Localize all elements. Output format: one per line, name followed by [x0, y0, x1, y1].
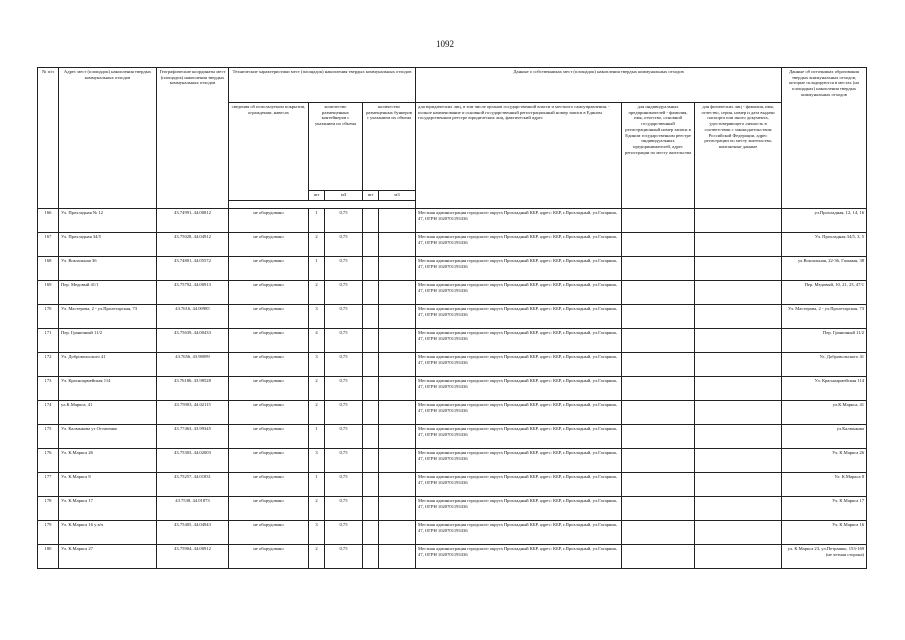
row-address: Ул. К.Маркса 26	[59, 449, 157, 473]
row-coords: 43.75303, 44.02003	[157, 449, 229, 473]
row-number: 167	[38, 233, 59, 257]
table-row	[38, 353, 867, 377]
row-phys	[695, 353, 782, 377]
page-number: 1092	[436, 39, 454, 49]
row-container-volume: 0,75	[325, 449, 363, 473]
row-bunker-count	[363, 545, 379, 569]
header-phys: для физических лиц - фамилия, имя, отчество, серия, номер и дата выдачи паспорта или иного документа, удостоверяющего личность в соответствии с законодательством Российской Федерации, адрес регистрации по месту жительства, контактные данные	[695, 103, 782, 209]
row-bunker-volume	[379, 521, 416, 545]
row-phys	[695, 425, 782, 449]
row-coords: 43.7616, 44.00985	[157, 305, 229, 329]
header-surface: сведения об используемом покрытии, ограждении, навесах	[229, 103, 309, 201]
header-address: Адрес мест (площадок) накопления твердых коммунальных отходов	[59, 68, 157, 209]
row-ip	[622, 329, 695, 353]
waste-sites-table	[37, 67, 867, 569]
table-row	[38, 521, 867, 545]
row-number: 171	[38, 329, 59, 353]
row-coords: 43.75904, 44.00912	[157, 545, 229, 569]
row-ip	[622, 449, 695, 473]
row-container-volume: 0,75	[325, 257, 363, 281]
row-owner: Местная администрация городского округа Прохладный КБР, адрес: КБР, г.Прохладный, ул.Гагарина, 47, ОГРН 1020701193336	[416, 425, 622, 449]
row-coords: 43.76186, 43.98528	[157, 377, 229, 401]
row-surface: не оборудовано	[229, 233, 309, 257]
table-row	[38, 425, 867, 449]
row-container-volume: 0,75	[325, 497, 363, 521]
row-container-volume: 0,75	[325, 545, 363, 569]
table-row	[38, 281, 867, 305]
row-container-volume: 0,75	[325, 353, 363, 377]
row-owner: Местная администрация городского округа Прохладный КБР, адрес: КБР, г.Прохладный, ул.Гагарина, 47, ОГРН 1020701193336	[416, 377, 622, 401]
row-source: Ул. Мастерова, 2 - ул.Пролетарская, 73	[782, 305, 867, 329]
row-container-volume: 0,75	[325, 281, 363, 305]
table-row	[38, 209, 867, 233]
row-container-volume: 0,75	[325, 233, 363, 257]
row-surface: не оборудовано	[229, 449, 309, 473]
row-container-count: 2	[309, 377, 325, 401]
header-unit-m3-1: м3	[325, 191, 363, 201]
row-number: 174	[38, 401, 59, 425]
row-surface: не оборудовано	[229, 473, 309, 497]
header-bunkers: количество размещенных бункеров с указанием их объема	[363, 103, 416, 191]
row-source: Ул. К.Маркса 26	[782, 449, 867, 473]
row-bunker-count	[363, 329, 379, 353]
row-ip	[622, 497, 695, 521]
row-ip	[622, 305, 695, 329]
row-container-count: 3	[309, 449, 325, 473]
row-owner: Местная администрация городского округа Прохладный КБР, адрес: КБР, г.Прохладный, ул.Гагарина, 47, ОГРН 1020701193336	[416, 401, 622, 425]
row-coords: 43.75792, 44.00913	[157, 281, 229, 305]
row-ip	[622, 281, 695, 305]
row-container-volume: 0,75	[325, 521, 363, 545]
row-surface: не оборудовано	[229, 377, 309, 401]
row-number: 166	[38, 209, 59, 233]
row-source: Ул. К.Маркса 8	[782, 473, 867, 497]
row-owner: Местная администрация городского округа Прохладный КБР, адрес: КБР, г.Прохладный, ул.Гагарина, 47, ОГРН 1020701193336	[416, 473, 622, 497]
row-container-volume: 0,75	[325, 401, 363, 425]
row-address: Ул. Вокзальная 36	[59, 257, 157, 281]
row-number: 170	[38, 305, 59, 329]
row-ip	[622, 545, 695, 569]
row-bunker-volume	[379, 473, 416, 497]
header-num: № п/п	[38, 68, 59, 209]
row-number: 169	[38, 281, 59, 305]
row-bunker-volume	[379, 545, 416, 569]
row-ip	[622, 401, 695, 425]
row-number: 180	[38, 545, 59, 569]
row-source: Пер. Медовый, 10, 21, 23, 47/1	[782, 281, 867, 305]
row-ip	[622, 257, 695, 281]
row-number: 173	[38, 377, 59, 401]
row-phys	[695, 233, 782, 257]
row-number: 176	[38, 449, 59, 473]
table-row	[38, 497, 867, 521]
row-surface: не оборудовано	[229, 353, 309, 377]
row-surface: не оборудовано	[229, 257, 309, 281]
row-bunker-volume	[379, 377, 416, 401]
row-address: Ул. К.Маркса 17	[59, 497, 157, 521]
row-container-count: 2	[309, 281, 325, 305]
row-address: Ул. К.Маркса 16 у в/ч	[59, 521, 157, 545]
row-surface: не оборудовано	[229, 281, 309, 305]
row-phys	[695, 209, 782, 233]
row-container-count: 3	[309, 521, 325, 545]
row-phys	[695, 521, 782, 545]
row-bunker-volume	[379, 305, 416, 329]
row-address: Ул. К.Маркса 8	[59, 473, 157, 497]
row-source: Ул. К.Маркса 17	[782, 497, 867, 521]
row-bunker-count	[363, 521, 379, 545]
row-bunker-count	[363, 449, 379, 473]
row-ip	[622, 233, 695, 257]
row-container-count: 1	[309, 209, 325, 233]
row-container-count: 1	[309, 257, 325, 281]
row-bunker-count	[363, 473, 379, 497]
row-container-volume: 0,75	[325, 305, 363, 329]
header-legal: для юридических лиц, в том числе органов государственной власти и местного самоуправления, - полное наименование и основной государственный регистрационный номер записи в Едином государственном реестре юридических лиц, фактический адрес	[416, 103, 622, 209]
table-row	[38, 233, 867, 257]
row-bunker-volume	[379, 401, 416, 425]
row-bunker-volume	[379, 425, 416, 449]
row-number: 179	[38, 521, 59, 545]
row-source: Пер. Граничный 11/2	[782, 329, 867, 353]
row-coords: 43.75257, 44.01831	[157, 473, 229, 497]
row-phys	[695, 473, 782, 497]
row-bunker-count	[363, 209, 379, 233]
row-surface: не оборудовано	[229, 209, 309, 233]
row-coords: 43.75028, 44.04912	[157, 233, 229, 257]
row-container-count: 2	[309, 545, 325, 569]
table-row	[38, 473, 867, 497]
row-coords: 43.75405, 44.04943	[157, 521, 229, 545]
row-source: ул.Прохладная, 12, 14, 16	[782, 209, 867, 233]
header-tech: Технические характеристики мест (площадок) накопления твердых коммунальных отходов	[229, 68, 416, 103]
row-bunker-count	[363, 497, 379, 521]
header-sources: Данные об источниках образования твердых коммунальных отходов, которые складируются в местах (на площадках) накопления твердых коммунальных отходов	[782, 68, 867, 209]
row-owner: Местная администрация городского округа Прохладный КБР, адрес: КБР, г.Прохладный, ул.Гагарина, 47, ОГРН 1020701193336	[416, 545, 622, 569]
row-coords: 43.7656, 43.98099	[157, 353, 229, 377]
row-bunker-volume	[379, 209, 416, 233]
table-row	[38, 401, 867, 425]
row-source: Ул. Красноармейская 114	[782, 377, 867, 401]
row-surface: не оборудовано	[229, 497, 309, 521]
row-number: 175	[38, 425, 59, 449]
row-number: 178	[38, 497, 59, 521]
row-bunker-count	[363, 281, 379, 305]
row-ip	[622, 521, 695, 545]
row-address: Ул. К.Маркса 27	[59, 545, 157, 569]
row-address: ул.К.Маркса, 41	[59, 401, 157, 425]
table-row	[38, 329, 867, 353]
row-owner: Местная администрация городского округа Прохладный КБР, адрес: КБР, г.Прохладный, ул.Гагарина, 47, ОГРН 1020701193336	[416, 257, 622, 281]
row-surface: не оборудовано	[229, 401, 309, 425]
row-bunker-volume	[379, 329, 416, 353]
row-surface: не оборудовано	[229, 545, 309, 569]
row-address: Ул. Добровольского 41	[59, 353, 157, 377]
table-row	[38, 545, 867, 569]
row-phys	[695, 305, 782, 329]
row-bunker-count	[363, 377, 379, 401]
row-container-count: 1	[309, 425, 325, 449]
row-source: ул.Калмыкова	[782, 425, 867, 449]
row-owner: Местная администрация городского округа Прохладный КБР, адрес: КБР, г.Прохладный, ул.Гагарина, 47, ОГРН 1020701193336	[416, 329, 622, 353]
row-bunker-count	[363, 257, 379, 281]
row-owner: Местная администрация городского округа Прохладный КБР, адрес: КБР, г.Прохладный, ул.Гагарина, 47, ОГРН 1020701193336	[416, 353, 622, 377]
row-address: Ул. Калмыкова уг Остапенко	[59, 425, 157, 449]
row-container-count: 1	[309, 473, 325, 497]
row-address: Ул. Прохладная № 12	[59, 209, 157, 233]
row-bunker-volume	[379, 281, 416, 305]
row-number: 177	[38, 473, 59, 497]
row-coords: 43.74991, 44.00812	[157, 209, 229, 233]
row-container-volume: 0,75	[325, 473, 363, 497]
row-owner: Местная администрация городского округа Прохладный КБР, адрес: КБР, г.Прохладный, ул.Гагарина, 47, ОГРН 1020701193336	[416, 521, 622, 545]
row-phys	[695, 449, 782, 473]
row-owner: Местная администрация городского округа Прохладный КБР, адрес: КБР, г.Прохладный, ул.Гагарина, 47, ОГРН 1020701193336	[416, 233, 622, 257]
row-number: 172	[38, 353, 59, 377]
header-unit-sht-2: шт	[363, 191, 379, 201]
row-owner: Местная администрация городского округа Прохладный КБР, адрес: КБР, г.Прохладный, ул.Гагарина, 47, ОГРН 1020701193336	[416, 497, 622, 521]
header-unit-m3-2: м3	[379, 191, 416, 201]
row-phys	[695, 377, 782, 401]
row-surface: не оборудовано	[229, 425, 309, 449]
row-owner: Местная администрация городского округа Прохладный КБР, адрес: КБР, г.Прохладный, ул.Гагарина, 47, ОГРН 1020701193336	[416, 305, 622, 329]
row-bunker-count	[363, 353, 379, 377]
table-row	[38, 257, 867, 281]
row-coords: 43.75903, 44.02115	[157, 401, 229, 425]
row-ip	[622, 425, 695, 449]
table-row	[38, 377, 867, 401]
row-source: Ул. Прохладная 34/5, 3, 5	[782, 233, 867, 257]
row-owner: Местная администрация городского округа Прохладный КБР, адрес: КБР, г.Прохладный, ул.Гагарина, 47, ОГРН 1020701193336	[416, 449, 622, 473]
row-phys	[695, 281, 782, 305]
row-number: 168	[38, 257, 59, 281]
row-container-count: 3	[309, 305, 325, 329]
row-source: Ул. К.Маркса 16	[782, 521, 867, 545]
row-container-volume: 0,75	[325, 209, 363, 233]
row-owner: Местная администрация городского округа Прохладный КБР, адрес: КБР, г.Прохладный, ул.Гагарина, 47, ОГРН 1020701193336	[416, 281, 622, 305]
row-container-count: 4	[309, 329, 325, 353]
row-ip	[622, 353, 695, 377]
row-address: Ул. Прохладная 34/5	[59, 233, 157, 257]
row-bunker-count	[363, 233, 379, 257]
row-container-volume: 0,75	[325, 377, 363, 401]
row-owner: Местная администрация городского округа Прохладный КБР, адрес: КБР, г.Прохладный, ул.Гагарина, 47, ОГРН 1020701193336	[416, 209, 622, 233]
row-phys	[695, 497, 782, 521]
row-surface: не оборудовано	[229, 305, 309, 329]
row-bunker-volume	[379, 233, 416, 257]
row-address: Пер. Граничный 11/2	[59, 329, 157, 353]
row-address: Ул. Красноармейская 114	[59, 377, 157, 401]
row-container-count: 3	[309, 353, 325, 377]
row-bunker-volume	[379, 353, 416, 377]
row-coords: 43.74801, 44.05572	[157, 257, 229, 281]
header-coords: Географические координаты мест (площадок) накопления твердых коммунальных отходов	[157, 68, 229, 209]
row-container-volume: 0,75	[325, 329, 363, 353]
row-surface: не оборудовано	[229, 329, 309, 353]
row-phys	[695, 329, 782, 353]
row-coords: 43.77463, 43.99345	[157, 425, 229, 449]
row-bunker-count	[363, 305, 379, 329]
row-container-count: 2	[309, 401, 325, 425]
header-owners: Данные о собственниках мест (площадок) накопления твердых коммунальных отходов	[416, 68, 782, 103]
row-coords: 43.75639, 44.00433	[157, 329, 229, 353]
table-row	[38, 305, 867, 329]
table-row	[38, 449, 867, 473]
row-address: Пер. Медовый 41/1	[59, 281, 157, 305]
row-bunker-count	[363, 425, 379, 449]
row-phys	[695, 257, 782, 281]
header-unit-sht-1: шт	[309, 191, 325, 201]
row-surface: не оборудовано	[229, 521, 309, 545]
row-bunker-volume	[379, 449, 416, 473]
row-bunker-volume	[379, 257, 416, 281]
header-containers: количество размещенных контейнеров с указанием их объема	[309, 103, 363, 191]
header-ip: для индивидуальных предпринимателей - фамилия, имя, отчество, основной государственный регистрационный номер записи в Едином государственном реестре индивидуальных предпринимателей, адрес регистрации по месту жительства	[622, 103, 695, 209]
row-ip	[622, 377, 695, 401]
row-address: Ул. Мастерова, 2 - ул.Пролетарская, 73	[59, 305, 157, 329]
row-source: ул.Вокзальная, 22-36, Гаонная, 38	[782, 257, 867, 281]
row-container-count: 2	[309, 233, 325, 257]
row-container-volume: 0,75	[325, 425, 363, 449]
row-coords: 43.7538, 44.01873	[157, 497, 229, 521]
row-phys	[695, 545, 782, 569]
row-ip	[622, 209, 695, 233]
row-bunker-volume	[379, 497, 416, 521]
row-bunker-count	[363, 401, 379, 425]
row-container-count: 2	[309, 497, 325, 521]
row-source: ул. К.Маркса 23, ул.Петрашко, 153-169 (не четная сторона)	[782, 545, 867, 569]
row-phys	[695, 401, 782, 425]
row-ip	[622, 473, 695, 497]
row-source: Ул. Добровольского 41	[782, 353, 867, 377]
row-source: ул.К.Маркса, 41	[782, 401, 867, 425]
